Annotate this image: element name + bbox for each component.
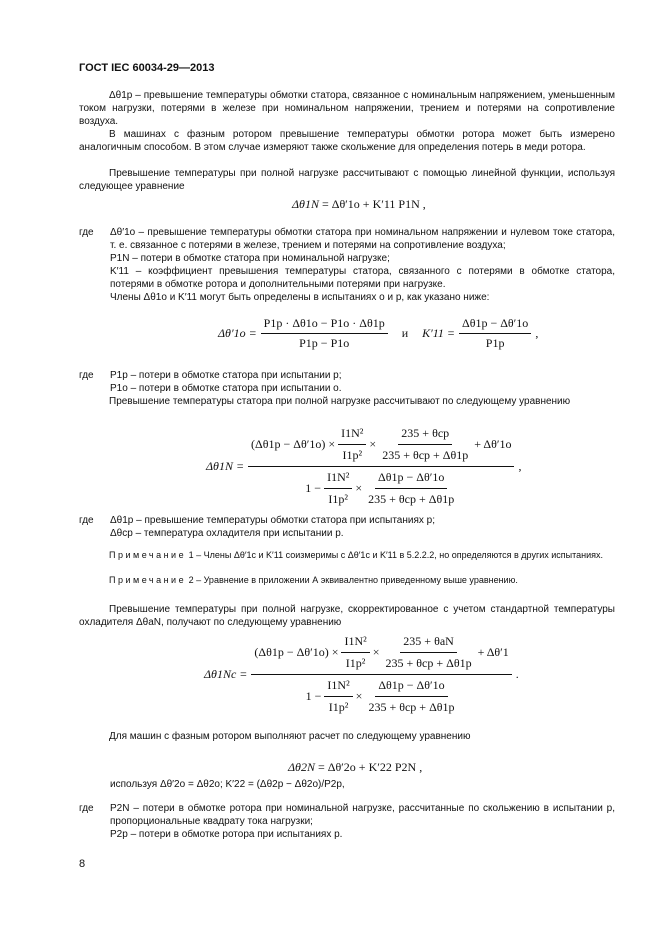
equation-1-rhs: = Δθ′1o + K′11 P1N , xyxy=(321,197,426,211)
equation-3-lhs: Δθ1N = xyxy=(206,459,245,473)
equation-4: Δθ1Nc = (Δθ1p − Δθ′1o) × $\frac{\text{I1N²}}{\text{I1p²}}$ × $\frac{\text{235 + θaN}}{\text{235 + θcp + Δθ1p}}$ + Δθ′1 1 − $\frac{\text{I1N²}}{\text{I1p²}}$ × $\frac{\Delta\theta 1p - \Delta\theta'1o}{\text{235 + θcp + Δθ1p}}$ . xyxy=(204,634,519,714)
equation-5-rhs: = Δθ′2o + K′22 P2N , xyxy=(317,760,423,774)
where-item: P1N – потери в обмотке статора при номинальной нагрузке; xyxy=(110,253,390,264)
equation-3-fraction: (Δθ1p − Δθ′1o) × $\frac{\text{I1N²}}{\text{I1p²}}$ × $\frac{\text{235 + θcp}}{\text{235 + θcp + Δθ1p}}$ + Δθ′1o 1 − $\frac{\text{I1N²}}{\text{I1p²}}$ × $\frac{\Delta\theta 1p - \Delta\theta'1o}{\text{235 + θcp + Δθ1p}}$ xyxy=(248,426,514,507)
using-line: используя Δθ′2o = Δθ2o; K′22 = (Δθ2p − Δθ2o)/P2p, xyxy=(110,779,345,790)
equation-3: Δθ1N = (Δθ1p − Δθ′1o) × $\frac{\text{I1N²}}{\text{I1p²}}$ × $\frac{\text{235 + θcp}}{\text{235 + θcp + Δθ1p}}$ + Δθ′1o 1 − $\frac{\text{I1N²}}{\text{I1p²}}$ × $\frac{\Delta\theta 1p - \Delta\theta'1o}{\text{235 + θcp + Δθ1p}}$ , xyxy=(206,426,522,506)
paragraph-5: Превышение температуры статора при полной нагрузке рассчитывают по следующему уравнению xyxy=(109,396,571,407)
document-header: ГОСТ IEC 60034-29—2013 xyxy=(79,62,215,74)
paragraph-3: Превышение температуры при полной нагрузке рассчитывают с помощью линейной функции, используя следующее уравнение xyxy=(79,168,615,192)
where-label-1: где xyxy=(79,227,94,238)
where-item: P1p – потери в обмотке статора при испытании p; xyxy=(110,370,342,381)
where-item: Δθ′1o – превышение температуры обмотки статора при номинальном напряжении и нулевом токе статора, т. е. связанное с потерями в железе, трением и потерями на сопротивление воздуха; xyxy=(110,227,615,251)
equation-2-fraction: $\frac{P1p \cdot \Delta\theta 1o - P1o \cdot \Delta\theta 1p}{P1p - P1o}$ xyxy=(261,316,388,351)
paragraph-6: Превышение температуры при полной нагрузке, скорректированное с учетом стандартной температуры охладителя ΔθaN, получают по следующему уравнению xyxy=(79,604,615,628)
paragraph-7: Для машин с фазным ротором выполняют расчет по следующему уравнению xyxy=(109,731,471,742)
where-label-2: где xyxy=(79,370,94,381)
equation-5-lhs: Δθ2N xyxy=(288,760,315,774)
equation-4-lhs: Δθ1Nc = xyxy=(204,667,248,681)
paragraph-4: Члены Δθ1o и K′11 могут быть определены в испытаниях o и p, как указано ниже: xyxy=(110,292,490,303)
where-item: P2p – потери в обмотке ротора при испытаниях p. xyxy=(110,829,343,840)
equation-2-lhs2: K′11 = xyxy=(422,326,455,340)
where-item: P1o – потери в обмотке статора при испытании o. xyxy=(110,383,342,394)
where-item: K′11 – коэффициент превышения температуры статора, связанного с потерями в обмотке статора, потерями в обмотке ротора и дополнительными потерями при нагрузке. xyxy=(110,266,615,290)
where-label-3: где xyxy=(79,515,94,526)
where-item: P2N – потери в обмотке ротора при номинальной нагрузке, рассчитанные по скольжению в испытании p, пропорциональные квадрату тока нагрузки; xyxy=(110,803,615,827)
equation-1 xyxy=(292,197,426,212)
equation-4-fraction: (Δθ1p − Δθ′1o) × $\frac{\text{I1N²}}{\text{I1p²}}$ × $\frac{\text{235 + θaN}}{\text{235 + θcp + Δθ1p}}$ + Δθ′1 1 − $\frac{\text{I1N²}}{\text{I1p²}}$ × $\frac{\Delta\theta 1p - \Delta\theta'1o}{\text{235 + θcp + Δθ1p}}$ xyxy=(251,634,511,715)
equation-5 xyxy=(288,760,422,775)
note-2: Примечание 2 – Уравнение в приложении А эквивалентно приведенному выше уравнению. xyxy=(109,575,518,585)
equation-2-and: и xyxy=(401,326,409,340)
page-number: 8 xyxy=(79,858,86,870)
where-item: Δθ1p – превышение температуры обмотки статора при испытаниях p; xyxy=(110,515,435,526)
equation-2-lhs: Δθ′1o = xyxy=(218,326,257,340)
note-1: Примечание 1 – Члены Δθ′1c и K′11 соизмеримы с Δθ′1c и K′11 в 5.2.2.2, но определяются в других испытаниях. xyxy=(109,550,604,560)
equation-1-lhs: Δθ1N xyxy=(292,197,319,211)
where-item: Δθcp – температура охладителя при испытании p. xyxy=(110,528,344,539)
paragraph-1: Δθ1p – превышение температуры обмотки статора, связанное с номинальным напряжением, уменьшенным током нагрузки, потерями в железе при номинальном напряжении, трением и потерями на сопротивление воздуха. xyxy=(79,90,615,127)
paragraph-2: В машинах с фазным ротором превышение температуры обмотки ротора может быть измерено аналогичным способом. В этом случае измеряют также скольжение для определения потерь в меди ротора. xyxy=(79,129,615,153)
where-label-4: где xyxy=(79,803,94,814)
equation-2-fraction-2: $\frac{\Delta\theta 1p - \Delta\theta'1o}{P1p}$ xyxy=(459,316,531,351)
equation-2: Δθ′1o = $\frac{P1p \cdot \Delta\theta 1o - P1o \cdot \Delta\theta 1p}{P1p - P1o}$ и K′11 = $\frac{\Delta\theta 1p - \Delta\theta'1o}{P1p}$ , xyxy=(218,316,539,350)
